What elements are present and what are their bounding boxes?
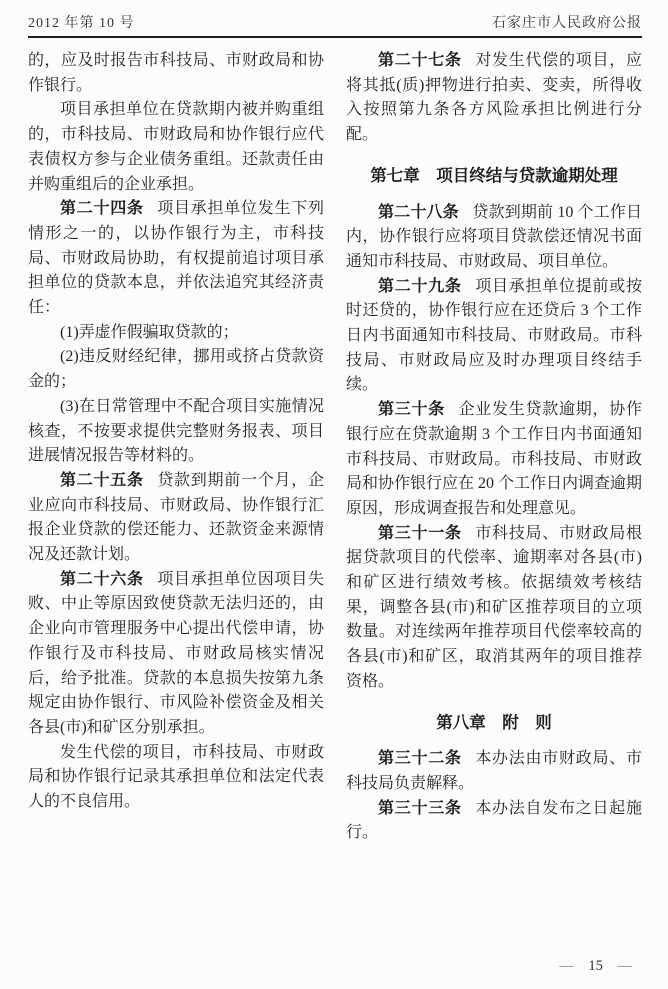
- document-body: [28, 49, 642, 846]
- left-column: [28, 49, 324, 846]
- article-paragraph: [346, 275, 642, 399]
- paragraph: [28, 321, 324, 346]
- paragraph-text: 项目承担单位提前或按时还贷的，协作银行应在还贷后 3 个工作日内书面通知市科技局、市财政局。市科技局、市财政局应及时办理项目终结手续。: [346, 277, 642, 394]
- footer-dash-right: —: [617, 958, 632, 974]
- paragraph: [28, 741, 324, 815]
- paragraph-text: 发生代偿的项目，市科技局、市财政局和协作银行记录其承担单位和法定代表人的不良信用。: [28, 743, 324, 811]
- article-number: 第二十九条: [378, 277, 462, 295]
- paragraph-text: 企业发生贷款逾期，协作银行应在贷款逾期 3 个工作日内书面通知市科技局、市财政局。市科技局、市财政局和协作银行应在 20 个工作日内调查逾期原因，形成调查报告和处理意见。: [346, 401, 643, 517]
- paragraph-text: 对发生代偿的项目，应将其抵(质)押物进行拍卖、变卖，所得收入按照第九条各方风险承担比例进行分配。: [346, 52, 642, 144]
- article-number: 第二十四条: [60, 200, 144, 218]
- paragraph-text: 的，应及时报告市科技局、市财政局和协作银行。: [28, 52, 324, 94]
- paragraph-text: 贷款到期前 10 个工作日内，协作银行应将项目贷款偿还情况书面通知市科技局、市财政局、项目单位。: [346, 203, 642, 270]
- article-number: 第三十三条: [378, 799, 462, 817]
- paragraph: [28, 395, 324, 469]
- header-rule: [28, 36, 642, 38]
- chapter-heading: [346, 164, 642, 189]
- article-number: 第二十六条: [60, 570, 144, 588]
- header-issue-label: 2012 年第 10 号: [28, 16, 135, 31]
- chapter-number: 第八章: [436, 712, 486, 732]
- paragraph-text: 市科技局、市财政局根据贷款项目的代偿率、逾期率对各县(市)和矿区进行绩效考核。依据绩效考核结果，调整各县(市)和矿区推荐项目的立项数量。对连续两年推荐项目代偿率较高的各县(市)和矿区，取消其两年的项目推荐资格。: [346, 524, 642, 690]
- article-number: 第二十八条: [378, 203, 459, 221]
- page-header: [28, 8, 642, 32]
- right-column: [346, 49, 642, 846]
- article-paragraph: [346, 747, 642, 796]
- page-number: 15: [588, 958, 603, 974]
- footer-dash-left: —: [559, 958, 574, 974]
- paragraph-text: 贷款到期前一个月，企业应向市科技局、市财政局、协作银行汇报企业贷款的偿还能力、还款资金来源情况及还款计划。: [28, 471, 324, 564]
- header-publication-title: 石家庄市人民政府公报: [492, 16, 642, 31]
- chapter-number: 第七章: [370, 165, 420, 185]
- article-paragraph: [346, 797, 642, 846]
- article-number: 第二十五条: [60, 471, 144, 489]
- article-paragraph: [346, 398, 642, 522]
- article-paragraph: [346, 49, 642, 148]
- article-paragraph: [28, 568, 324, 741]
- chapter-heading: [346, 711, 642, 736]
- paragraph: [28, 49, 324, 98]
- page-footer: [559, 958, 632, 975]
- article-number: 第三十一条: [378, 524, 462, 542]
- article-number: 第三十二条: [378, 750, 462, 768]
- article-number: 第三十条: [378, 401, 445, 419]
- paragraph-text: 项目承担单位发生下列情形之一的，以协作银行为主，市科技局、市财政局协助，有权提前追讨项目承担单位的贷款本息，并依法追究其经济责任：: [28, 200, 324, 317]
- article-paragraph: [346, 522, 642, 695]
- paragraph-text: 本办法由市财政局、市科技局负责解释。: [346, 750, 642, 792]
- paragraph-text: 项目承担单位因项目失败、中止等原因致使贷款无法归还的，由企业向市管理服务中心提出代偿申请，协作银行及市科技局、市财政局核实情况后，给予批准。贷款的本息损失按第九条规定由协作银行、市风险补偿资金及相关各县(市)和矿区分别承担。: [28, 570, 324, 736]
- article-paragraph: [28, 469, 324, 568]
- paragraph-text: (2)违反财经纪律，挪用或挤占贷款资金的；: [28, 348, 324, 391]
- article-paragraph: [28, 197, 324, 321]
- paragraph-text: (1)弄虚作假骗取贷款的；: [60, 323, 239, 341]
- chapter-title: 附 则: [502, 712, 552, 732]
- paragraph-text: 本办法自发布之日起施行。: [346, 799, 642, 842]
- paragraph: [28, 345, 324, 394]
- paragraph-text: 项目承担单位在贷款期内被并购重组的，市科技局、市财政局和协作银行应代表债权方参与企业债务重组。还款责任由并购重组后的企业承担。: [28, 101, 324, 193]
- article-number: 第二十七条: [378, 52, 462, 69]
- chapter-title: 项目终结与贷款逾期处理: [436, 165, 618, 185]
- paragraph-text: (3)在日常管理中不配合项目实施情况核查，不按要求提供完整财务报表、项目进展情况报告等材料的。: [28, 397, 324, 465]
- article-paragraph: [346, 201, 642, 275]
- paragraph: [28, 98, 324, 197]
